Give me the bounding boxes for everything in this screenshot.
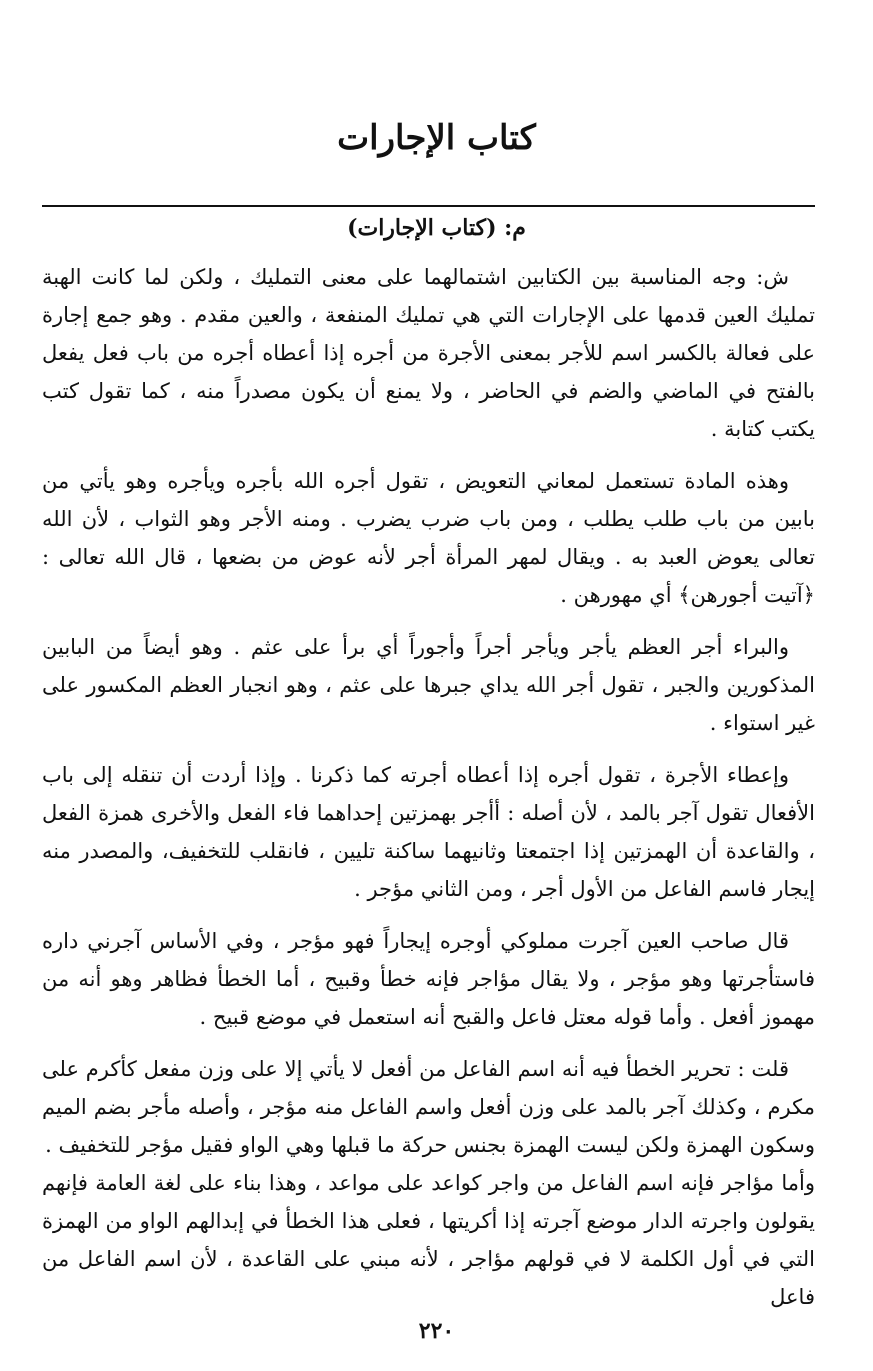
- paragraph: والبراء أجر العظم يأجر ويأجر أجراً وأجوراً أي برأ على عثم . وهو أيضاً من البابين المذكورين والجبر ، تقول أجر الله يداي جبرها على عثم ، وهو انجبار العظم المكسور على غير استواء .: [42, 635, 815, 735]
- separator-line: [42, 205, 815, 207]
- paragraph: قلت : تحرير الخطأ فيه أنه اسم الفاعل من أفعل لا يأتي إلا على وزن مفعل كأكرم على مكرم ، وكذلك آجر بالمد على وزن أفعل واسم الفاعل منه مؤجر ، وأصله مأجر بضم الميم وسكون الهمزة ولكن ليست الهمزة بجنس حركة ما قبلها وهي الواو فقيل مؤجر للتخفيف .: [42, 1057, 815, 1157]
- paragraph: وهذه المادة تستعمل لمعاني التعويض ، تقول أجره الله بأجره ويأجره وهو يأتي من بابين من باب طلب يطلب ، ومن باب ضرب يضرب . ومنه الأجر وهو الثواب ، لأن الله تعالى يعوض العبد به . ويقال لمهر المرأة أجر لأنه عوض من بضعها ، قال الله تعالى : ﴿آتيت أجورهن﴾ أي مهورهن .: [42, 469, 815, 607]
- matn-heading: م: (كتاب الإجارات): [347, 215, 526, 241]
- chapter-title: كتاب الإجارات: [337, 118, 536, 158]
- paragraph: وأما مؤاجر فإنه اسم الفاعل من واجر كواعد على مواعد ، وهذا بناء على لغة العامة فإنهم يقولون واجرته الدار موضع آجرته إذا أكريتها ، فعلى هذا الخطأ في إبدالهم الواو من الهمزة التي في أول الكلمة لا في قولهم مؤاجر ، لأنه مبني على القاعدة ، لأن اسم الفاعل من فاعل: [42, 1171, 815, 1309]
- commentary-text: [42, 258, 815, 1330]
- paragraph: ش: وجه المناسبة بين الكتابين اشتمالهما على معنى التمليك ، ولكن لما كانت الهبة تمليك العين قدمها على الإجارات التي هي تمليك المنفعة ، والعين مقدم . وهو جمع إجارة على فعالة بالكسر اسم للأجر بمعنى الأجرة من أجره إذا أعطاه أجره من باب فعل يفعل بالفتح في الماضي والضم في الحاضر ، ولا يمنع أن يكون مصدراً منه ، كما تقول كتب يكتب كتابة .: [42, 265, 815, 441]
- page-number: ٢٢٠: [418, 1318, 455, 1344]
- paragraph: وإعطاء الأجرة ، تقول أجره إذا أعطاه أجرته كما ذكرنا . وإذا أردت أن تنقله إلى باب الأفعال تقول آجر بالمد ، لأن أصله : أأجر بهمزتين إحداهما فاء الفعل والأخرى همزة الفعل ، والقاعدة أن الهمزتين إذا اجتمعتا وثانيهما ساكنة تليين ، فانقلب للتخفيف، والمصدر منه إيجار فاسم الفاعل من الأول أجر ، ومن الثاني مؤجر .: [42, 763, 815, 901]
- paragraph: قال صاحب العين آجرت مملوكي أوجره إيجاراً فهو مؤجر ، وفي الأساس آجرني داره فاستأجرتها وهو مؤجر ، ولا يقال مؤاجر فإنه خطأ وقبيح ، أما الخطأ فظاهر وهو أنه من مهموز أفعل . وأما قوله معتل فاعل والقبح أنه استعمل في موضع قبيح .: [42, 929, 815, 1029]
